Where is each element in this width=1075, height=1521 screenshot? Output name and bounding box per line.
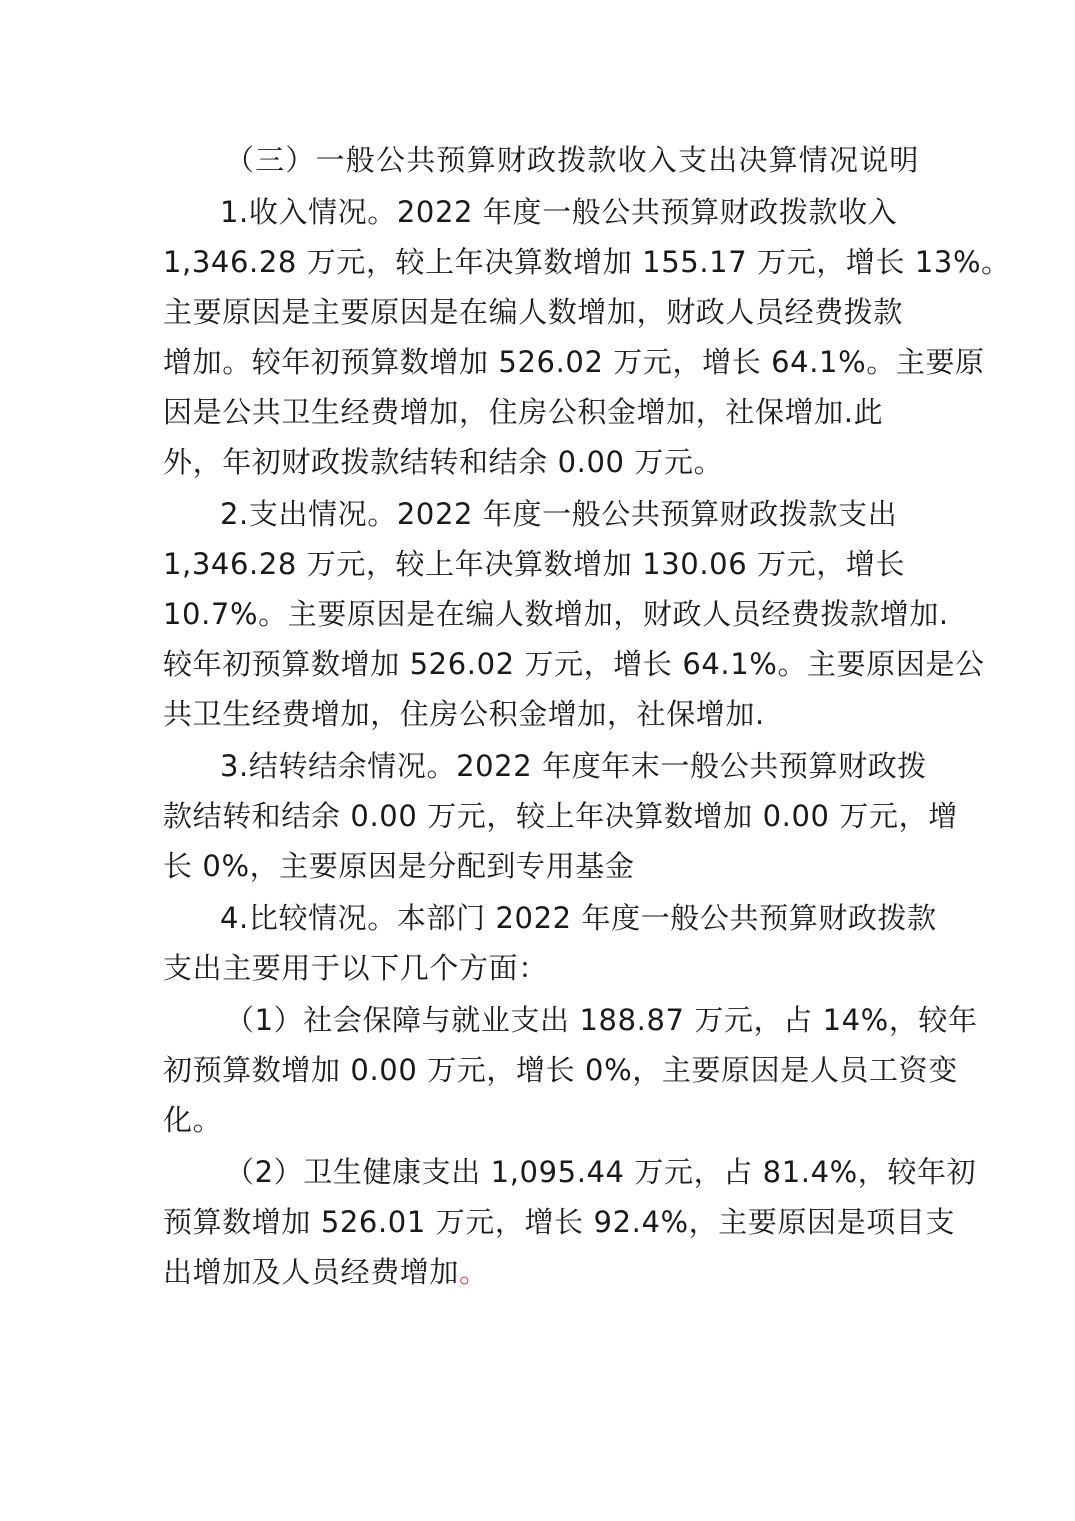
carryover-paragraph-line-3: 长 0%，主要原因是分配到专用基金 (163, 849, 635, 883)
income-paragraph-line-2: 1,346.28 万元，较上年决算数增加 155.17 万元，增长 13%。 (163, 245, 1011, 279)
expenditure-paragraph-line-5: 共卫生经费增加，住房公积金增加，社保增加. (163, 697, 765, 731)
expenditure-paragraph-line-4: 较年初预算数增加 526.02 万元，增长 64.1%。主要原因是公 (163, 647, 985, 681)
income-paragraph-line-5: 因是公共卫生经费增加，住房公积金增加，社保增加.此 (163, 395, 884, 429)
item2-paragraph-line-2: 预算数增加 526.01 万元，增长 92.4%，主要原因是项目支 (163, 1205, 956, 1239)
expenditure-paragraph-line-1: 2.支出情况。2022 年度一般公共预算财政拨款支出 (220, 497, 898, 531)
expenditure-paragraph-line-2: 1,346.28 万元，较上年决算数增加 130.06 万元，增长 (163, 547, 906, 581)
expenditure-paragraph-line-3: 10.7%。主要原因是在编人数增加，财政人员经费拨款增加. (163, 597, 949, 631)
item2-paragraph-line-1: （2）卫生健康支出 1,095.44 万元，占 81.4%，较年初 (225, 1155, 977, 1189)
income-paragraph-line-6: 外，年初财政拨款结转和结余 0.00 万元。 (163, 445, 724, 479)
income-paragraph-line-3: 主要原因是主要原因是在编人数增加，财政人员经费拨款 (163, 295, 904, 329)
item1-paragraph-line-2: 初预算数增加 0.00 万元，增长 0%，主要原因是人员工资变 (163, 1053, 958, 1087)
comparison-paragraph-line-1: 4.比较情况。本部门 2022 年度一般公共预算财政拨款 (220, 901, 937, 935)
section-heading: （三）一般公共预算财政拨款收入支出决算情况说明 (225, 143, 920, 177)
item1-paragraph-line-3: 化。 (163, 1103, 223, 1137)
item1-paragraph-line-1: （1）社会保障与就业支出 188.87 万元，占 14%，较年 (225, 1003, 978, 1037)
item2-line3-text: 出增加及人员经费增加 (163, 1255, 460, 1289)
income-paragraph-line-4: 增加。较年初预算数增加 526.02 万元，增长 64.1%。主要原 (163, 345, 985, 379)
item2-paragraph-line-3 (163, 1254, 489, 1290)
comparison-paragraph-line-2: 支出主要用于以下几个方面： (163, 951, 548, 985)
red-period-mark: 。 (459, 1255, 489, 1289)
carryover-paragraph-line-2: 款结转和结余 0.00 万元，较上年决算数增加 0.00 万元，增 (163, 799, 958, 833)
income-paragraph-line-1: 1.收入情况。2022 年度一般公共预算财政拨款收入 (220, 195, 898, 229)
carryover-paragraph-line-1: 3.结转结余情况。2022 年度年末一般公共预算财政拨 (220, 749, 927, 783)
